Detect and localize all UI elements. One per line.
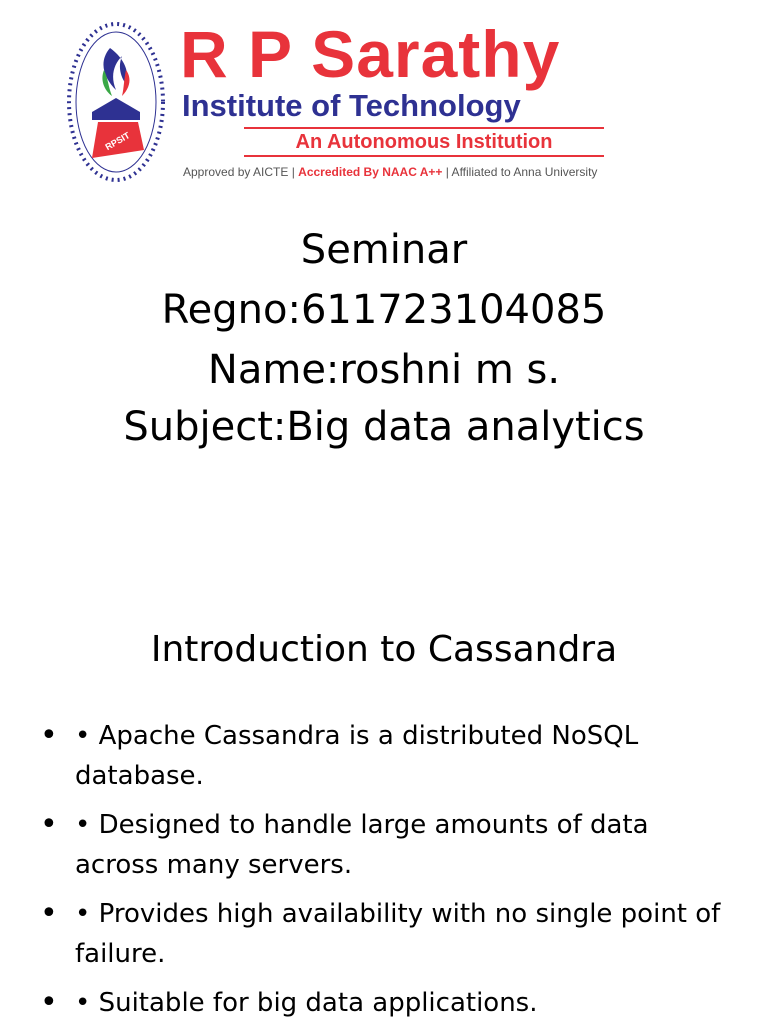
subject: Subject:Big data analytics bbox=[123, 404, 645, 450]
approval-affiliation: | Affiliated to Anna University bbox=[442, 165, 598, 179]
bullet-marker: • bbox=[40, 718, 58, 753]
registration-number: Regno:611723104085 bbox=[161, 287, 607, 333]
approval-line bbox=[183, 164, 673, 180]
cover-details bbox=[84, 220, 684, 450]
approval-naac: Accredited By NAAC A++ bbox=[298, 165, 443, 179]
institution-header bbox=[0, 0, 768, 200]
autonomous-label: An Autonomous Institution bbox=[244, 127, 604, 157]
bullet-marker: • bbox=[40, 985, 58, 1020]
bullet-item bbox=[40, 716, 740, 796]
seminar-heading: Seminar bbox=[300, 227, 468, 273]
student-name: Name:roshni m s. bbox=[207, 347, 561, 393]
bullet-item bbox=[40, 805, 740, 885]
slide-title: Introduction to Cassandra bbox=[150, 629, 618, 670]
bullet-text: • Designed to handle large amounts of data across many servers. bbox=[75, 810, 649, 880]
bullet-item bbox=[40, 983, 740, 1023]
institution-seal-logo bbox=[64, 18, 168, 186]
approval-aicte: Approved by AICTE | bbox=[183, 165, 299, 179]
bullet-text: • Provides high availability with no single point of failure. bbox=[75, 899, 721, 969]
bullet-marker: • bbox=[40, 896, 58, 931]
institution-name: R P Sarathy bbox=[180, 17, 561, 91]
svg-text:RPSIT: RPSIT bbox=[103, 130, 132, 153]
bullet-item bbox=[40, 894, 740, 974]
bullet-text: • Apache Cassandra is a distributed NoSQL database. bbox=[75, 721, 639, 791]
bullet-list bbox=[40, 716, 740, 1032]
bullet-marker: • bbox=[40, 807, 58, 842]
bullet-text: • Suitable for big data applications. bbox=[75, 988, 538, 1018]
institution-subtitle: Institute of Technology bbox=[182, 88, 521, 123]
